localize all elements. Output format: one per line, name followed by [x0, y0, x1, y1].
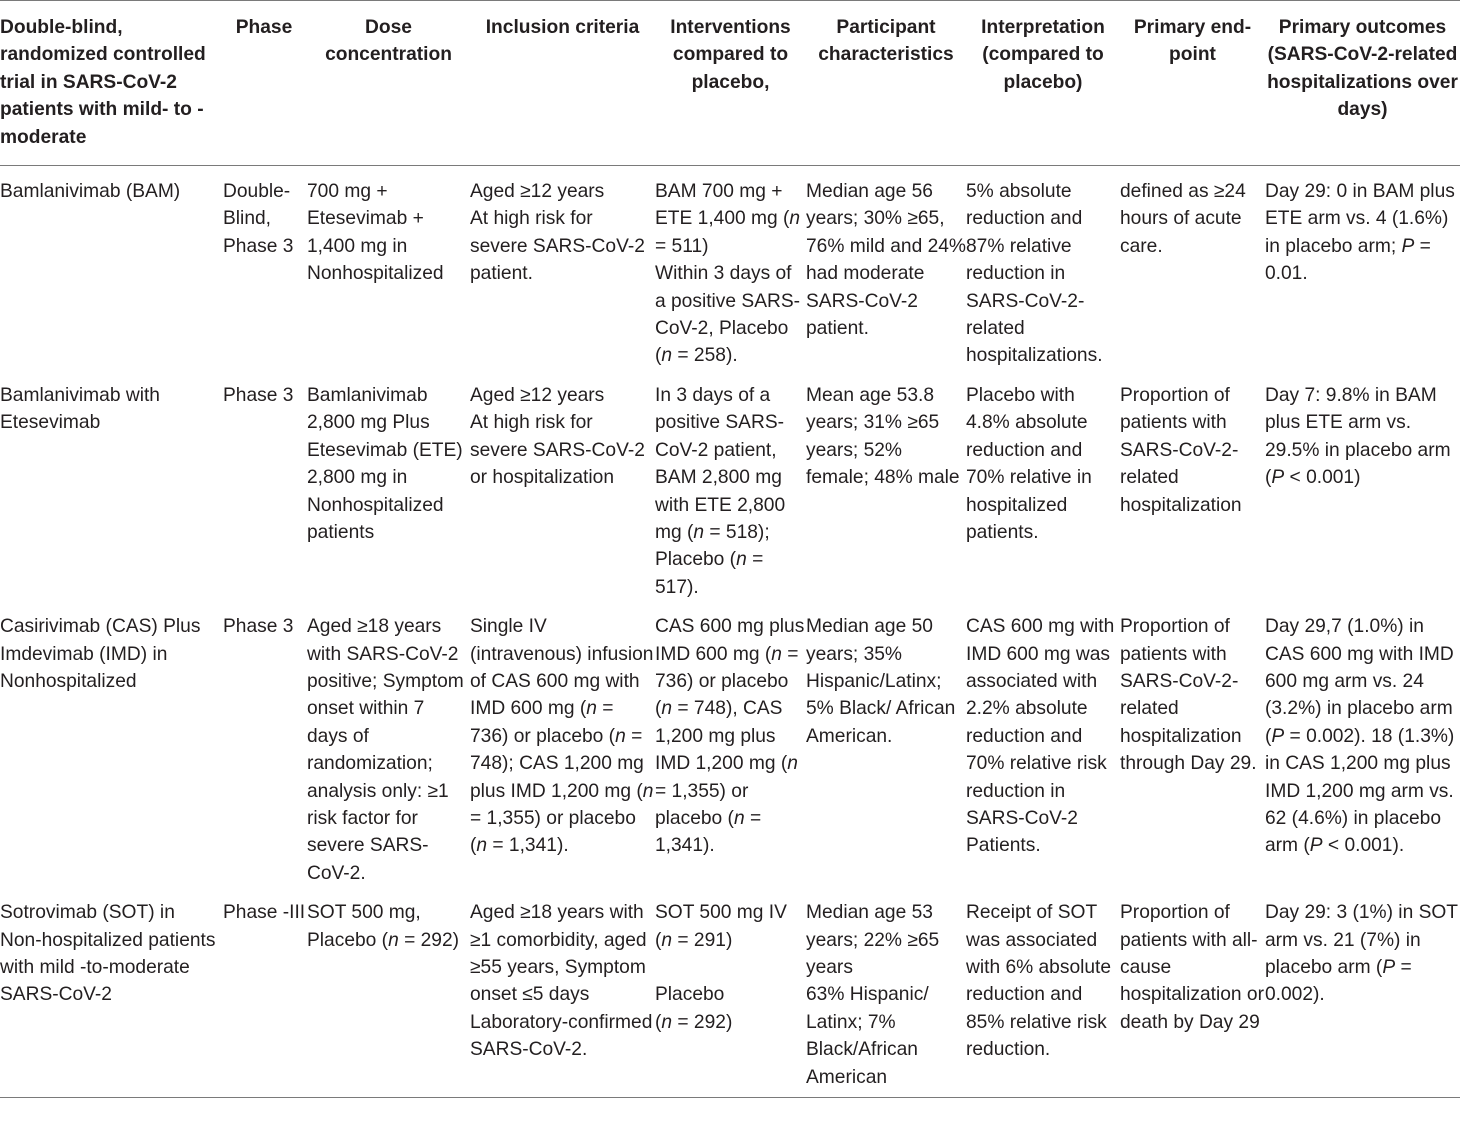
dose-cell: 700 mg + Etesevimab + 1,400 mg in Nonhospitalized: [307, 181, 444, 285]
trial-cell: Casirivimab (CAS) Plus Imdevimab (IMD) in Nonhospitalized: [0, 616, 201, 692]
outcomes-cell: Day 29: 0 in BAM plus ETE arm vs. 4 (1.6%) in placebo arm; P = 0.01.: [1265, 181, 1455, 285]
phase-cell: Phase 3: [223, 384, 294, 406]
participants-cell: Median age 50 years; 35% Hispanic/Latinx; 5% Black/ African American.: [806, 616, 956, 747]
interpretation-cell: Placebo with 4.8% absolute reduction and 70% relative in hospitalized patients.: [966, 384, 1092, 543]
header-interpretation: Interpretation (compared to placebo): [966, 1, 1120, 166]
inclusion-cell: Aged ≥18 years with ≥1 comorbidity, aged ≥55 years, Symptom onset ≤5 days Laboratory-confirmed SARS-CoV-2.: [470, 887, 655, 1097]
table-row: [0, 887, 1460, 1097]
trial-cell: Sotrovimab (SOT) in Non-hospitalized patients with mild -to-moderate SARS-CoV-2: [0, 887, 221, 1097]
table-row: [0, 166, 1460, 370]
outcomes-cell: Day 29,7 (1.0%) in CAS 600 mg with IMD 600 mg arm vs. 24 (3.2%) in placebo arm (P = 0.002). 18 (1.3%) in CAS 1,200 mg plus IMD 1,200 mg arm vs. 62 (4.6%) in placebo arm (P < 0.001).: [1265, 616, 1455, 857]
header-inclusion: Inclusion criteria: [470, 1, 655, 166]
participants-cell: Median age 53 years; 22% ≥65 years 63% Hispanic/ Latinx; 7% Black/African American: [806, 887, 966, 1097]
interventions-cell: In 3 days of a positive SARS-CoV-2 patient, BAM 2,800 mg with ETE 2,800 mg (n = 518); Placebo (n = 517).: [655, 384, 786, 598]
phase-cell: Phase -III: [221, 887, 307, 1097]
interventions-cell: BAM 700 mg + ETE 1,400 mg (n = 511) Within 3 days of a positive SARS-CoV-2, Placebo (n = 258).: [655, 181, 801, 367]
outcomes-cell: Day 29: 3 (1%) in SOT arm vs. 21 (7%) in placebo arm (P = 0.002).: [1265, 887, 1460, 1097]
dose-cell: SOT 500 mg, Placebo (n = 292): [307, 887, 470, 1097]
trial-cell: Bamlanivimab with Etesevimab: [0, 384, 160, 434]
endpoint-cell: Proportion of patients with SARS-CoV-2-related hospitalization through Day 29.: [1120, 616, 1257, 775]
table-row: [0, 370, 1460, 601]
header-interventions: Interventions compared to placebo,: [655, 1, 806, 166]
table-row: [0, 601, 1460, 887]
outcomes-cell: Day 7: 9.8% in BAM plus ETE arm vs. 29.5% in placebo arm (P < 0.001): [1265, 384, 1451, 489]
interpretation-cell: CAS 600 mg with IMD 600 mg was associated with 2.2% absolute reduction and 70% relative risk reduction in SARS-CoV-2 Patients.: [966, 616, 1115, 857]
endpoint-cell: Proportion of patients with SARS-CoV-2-related hospitalization: [1120, 384, 1242, 516]
phase-cell: Phase 3: [223, 616, 294, 638]
inclusion-cell: Single IV (intravenous) infusion of CAS 600 mg with IMD 600 mg (n = 736) or placebo (n = 748); CAS 1,200 mg plus IMD 1,200 mg (n = 1,355) or placebo (n = 1,341).: [470, 616, 654, 857]
endpoint-cell: Proportion of patients with all-cause hospitalization or death by Day 29: [1120, 887, 1265, 1097]
dose-cell: Aged ≥18 years with SARS-CoV-2 positive; Symptom onset within 7 days of randomization; analysis only: ≥1 risk factor for severe SARS-CoV-2.: [307, 616, 464, 884]
participants-cell: Mean age 53.8 years; 31% ≥65 years; 52% female; 48% male: [806, 384, 960, 489]
endpoint-cell: defined as ≥24 hours of acute care.: [1120, 181, 1246, 257]
phase-cell: Double-Blind, Phase 3: [223, 181, 294, 257]
header-endpoint: Primary end-point: [1120, 1, 1265, 166]
interpretation-cell: 5% absolute reduction and 87% relative reduction in SARS-CoV-2-related hospitalizations.: [966, 181, 1103, 367]
trial-cell: Bamlanivimab (BAM): [0, 181, 181, 203]
header-participants: Participant characteristics: [806, 1, 966, 166]
interventions-cell: CAS 600 mg plus IMD 600 mg (n = 736) or placebo (n = 748), CAS 1,200 mg plus IMD 1,200 mg (n = 1,355) or placebo (n = 1,341).: [655, 616, 805, 857]
participants-cell: Median age 56 years; 30% ≥65, 76% mild and 24% had moderate SARS-CoV-2 patient.: [806, 181, 966, 340]
header-row: [0, 1, 1460, 166]
dose-cell: Bamlanivimab 2,800 mg Plus Etesevimab (ETE) 2,800 mg in Nonhospitalized patients: [307, 384, 463, 543]
inclusion-cell: Aged ≥12 years At high risk for severe SARS-CoV-2 patient.: [470, 181, 645, 285]
header-phase: Phase: [221, 1, 307, 166]
header-dose: Dose concentration: [307, 1, 470, 166]
interventions-cell: SOT 500 mg IV (n = 291) Placebo (n = 292): [655, 887, 806, 1097]
inclusion-cell: Aged ≥12 years At high risk for severe SARS-CoV-2 or hospitalization: [470, 384, 645, 489]
header-trial: Double-blind, randomized controlled trial in SARS-CoV-2 patients with mild- to -moderate: [0, 1, 221, 166]
header-outcomes: Primary outcomes (SARS-CoV-2-related hospitalizations over days): [1265, 1, 1460, 166]
interpretation-cell: Receipt of SOT was associated with 6% absolute reduction and 85% relative risk reduction.: [966, 887, 1120, 1097]
